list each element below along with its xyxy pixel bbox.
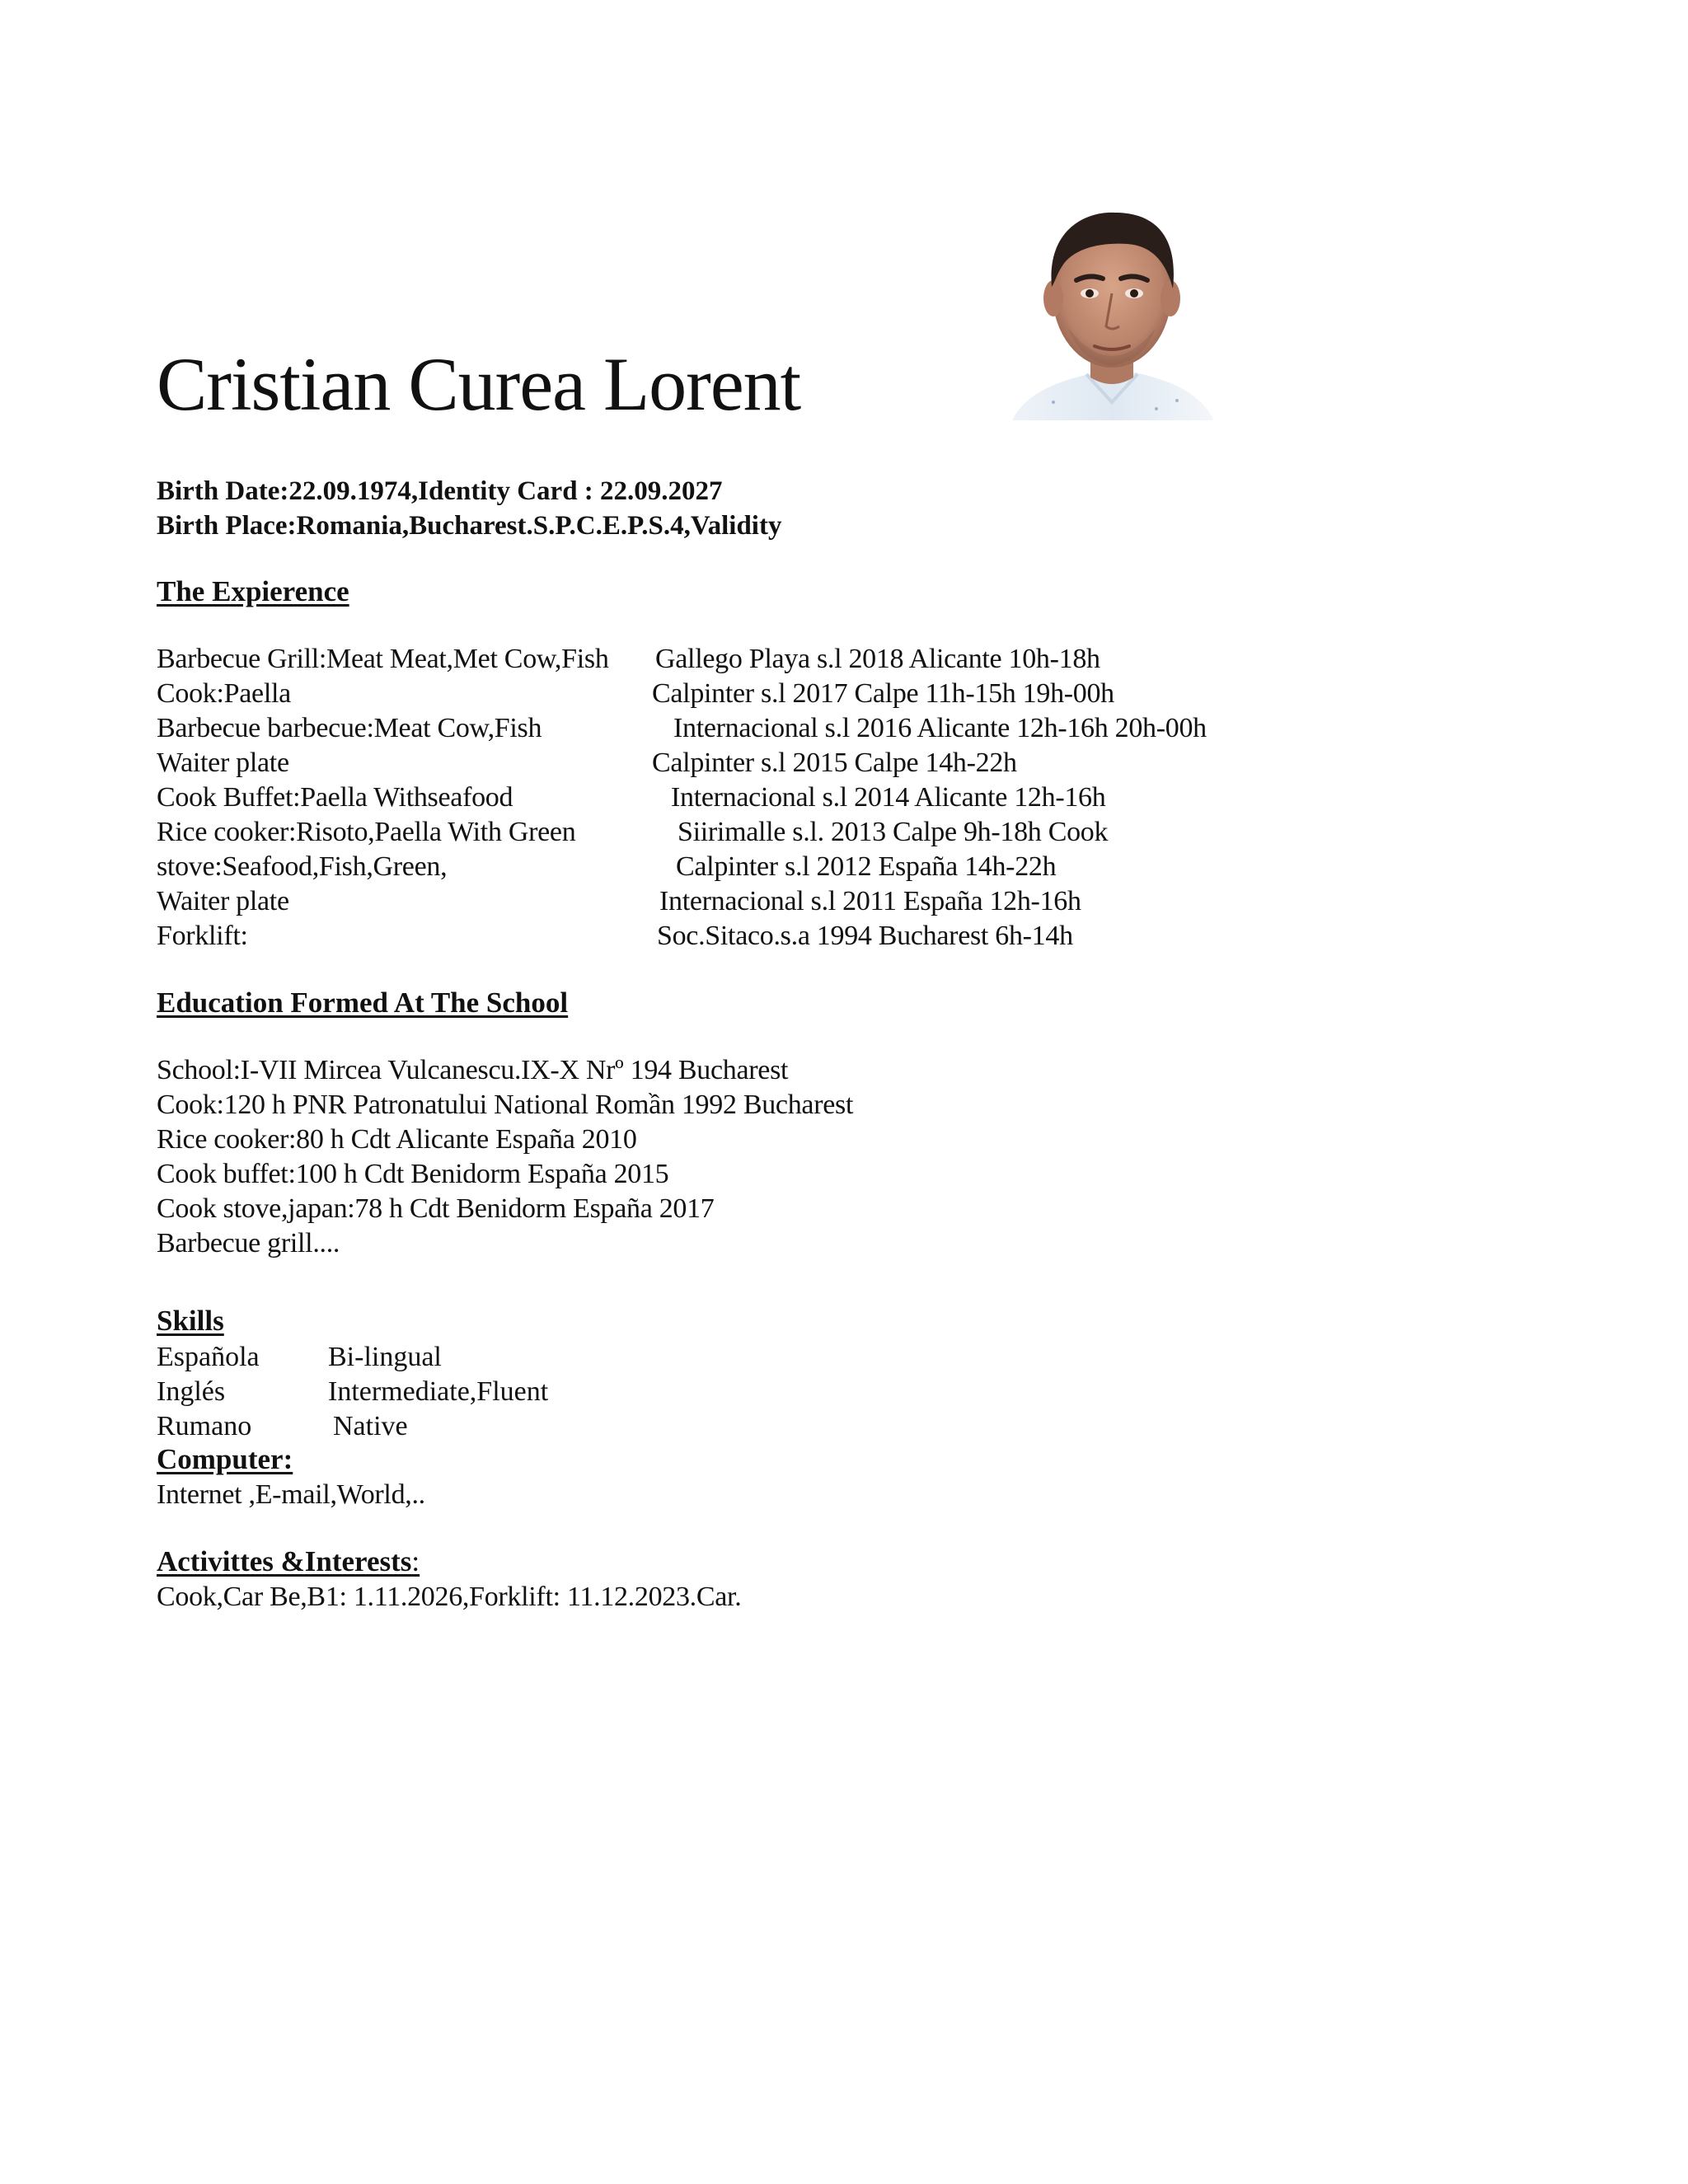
skill-row bbox=[0, 1375, 1688, 1409]
education-item: Barbecue grill.... bbox=[157, 1228, 340, 1258]
experience-row bbox=[0, 919, 1688, 954]
education-title: Education Formed At The School bbox=[157, 987, 569, 1019]
education-item: Cook stove,japan:78 h Cdt Benidorm España 2017 bbox=[157, 1193, 715, 1224]
experience-row bbox=[0, 746, 1688, 780]
skill-level: Native bbox=[333, 1411, 408, 1441]
education-item: Cook:120 h PNR Patronatului National Romần 1992 Bucharest bbox=[157, 1090, 854, 1120]
birth-date-line: Birth Date:22.09.1974,Identity Card : 22.09.2027 bbox=[157, 476, 723, 506]
experience-role: Rice cooker:Risoto,Paella With Green bbox=[157, 817, 576, 847]
computer-skills: Internet ,E-mail,World,.. bbox=[157, 1479, 425, 1510]
birth-place-line: Birth Place:Romania,Bucharest.S.P.C.E.P.S.4,Validity bbox=[157, 511, 782, 541]
skill-row bbox=[0, 1340, 1688, 1375]
experience-role: Waiter plate bbox=[157, 748, 289, 778]
education-item: Cook buffet:100 h Cdt Benidorm España 2015 bbox=[157, 1159, 669, 1189]
experience-role: Waiter plate bbox=[157, 886, 289, 916]
experience-role: Cook:Paella bbox=[157, 678, 291, 709]
experience-row bbox=[0, 677, 1688, 711]
skill-row bbox=[0, 1409, 1688, 1444]
activities-text: Cook,Car Be,B1: 1.11.2026,Forklift: 11.12.2023.Car. bbox=[157, 1582, 742, 1612]
experience-role: Barbecue Grill:Meat Meat,Met Cow,Fish bbox=[157, 644, 609, 674]
activities-title-wrap bbox=[157, 1544, 420, 1579]
experience-employer: Internacional s.l 2011 España 12h-16h bbox=[659, 886, 1081, 916]
experience-row bbox=[0, 780, 1688, 815]
experience-employer: Internacional s.l 2016 Alicante 12h-16h 20h-00h bbox=[673, 713, 1207, 743]
experience-row bbox=[0, 850, 1688, 884]
skill-language: Inglés bbox=[157, 1376, 226, 1407]
profile-photo bbox=[1004, 196, 1220, 420]
skill-language: Rumano bbox=[157, 1411, 252, 1441]
activities-title: Activittes &Interests bbox=[157, 1545, 412, 1577]
experience-title: The Expierence bbox=[157, 575, 349, 607]
experience-row bbox=[0, 711, 1688, 746]
personal-details bbox=[157, 474, 781, 543]
experience-employer: Soc.Sitaco.s.a 1994 Bucharest 6h-14h bbox=[657, 921, 1073, 951]
experience-employer: Calpinter s.l 2015 Calpe 14h-22h bbox=[652, 748, 1017, 778]
experience-employer: Calpinter s.l 2017 Calpe 11h-15h 19h-00h bbox=[652, 678, 1114, 709]
experience-role: Barbecue barbecue:Meat Cow,Fish bbox=[157, 713, 542, 743]
skill-level: Bi-lingual bbox=[328, 1342, 442, 1372]
education-item: Rice cooker:80 h Cdt Alicante España 2010 bbox=[157, 1124, 637, 1155]
experience-employer: Calpinter s.l 2012 España 14h-22h bbox=[676, 851, 1057, 882]
experience-employer: Siirimalle s.l. 2013 Calpe 9h-18h Cook bbox=[678, 817, 1109, 847]
experience-employer: Internacional s.l 2014 Alicante 12h-16h bbox=[671, 782, 1106, 813]
profile-photo-image bbox=[1004, 196, 1220, 420]
experience-row bbox=[0, 884, 1688, 919]
experience-role: stove:Seafood,Fish,Green, bbox=[157, 851, 448, 882]
experience-role: Forklift: bbox=[157, 921, 248, 951]
candidate-name: Cristian Curea Lorent bbox=[157, 342, 801, 426]
skill-level: Intermediate,Fluent bbox=[328, 1376, 549, 1407]
experience-row bbox=[0, 815, 1688, 850]
education-item: School:I-VII Mircea Vulcanescu.IX-X Nrº 194 Bucharest bbox=[157, 1055, 789, 1085]
skills-title: Skills bbox=[157, 1305, 224, 1337]
experience-row bbox=[0, 642, 1688, 677]
experience-employer: Gallego Playa s.l 2018 Alicante 10h-18h bbox=[655, 644, 1100, 674]
experience-role: Cook Buffet:Paella Withseafood bbox=[157, 782, 513, 813]
activities-title-colon: : bbox=[411, 1545, 420, 1577]
computer-title: Computer: bbox=[157, 1443, 293, 1475]
skill-language: Española bbox=[157, 1342, 260, 1372]
